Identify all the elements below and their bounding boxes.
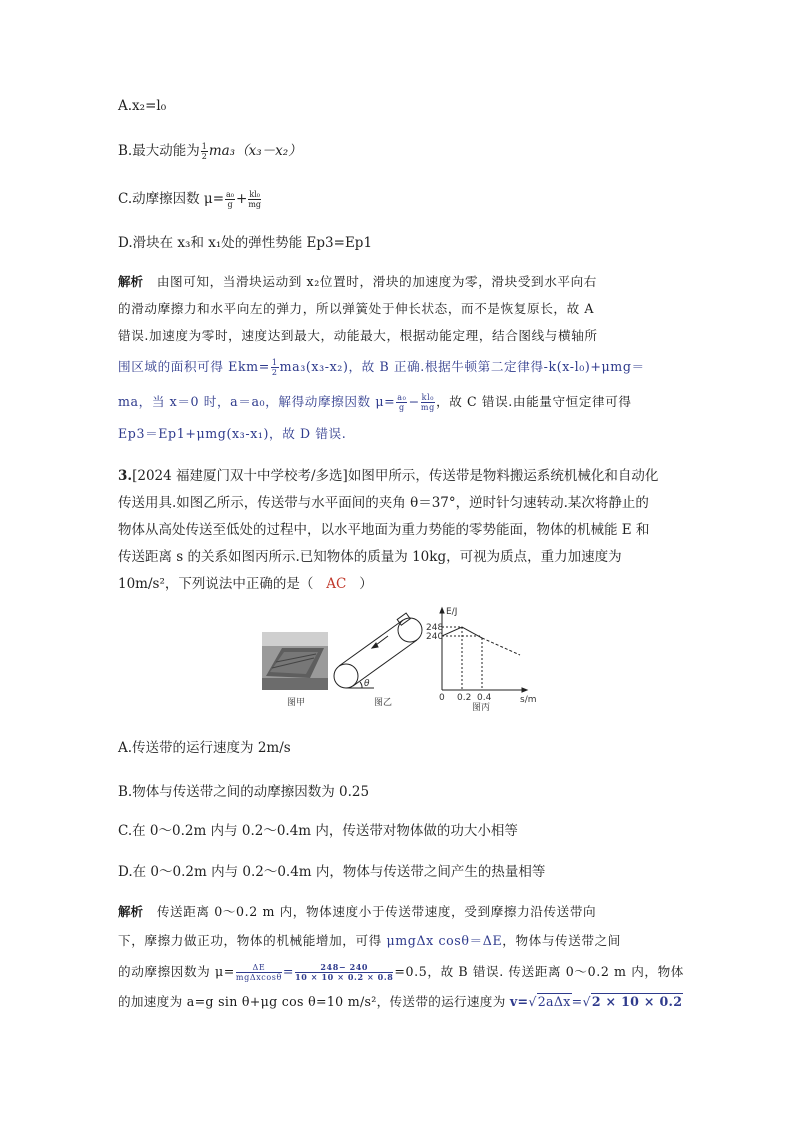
frac-num: 1 [201,142,207,151]
explanation-label: 解析 [118,904,144,919]
sqrt-symbol: √ [582,994,591,1009]
q2-option-b-prefix: B.最大动能为 [118,143,200,159]
frac-num: 1 [271,358,278,367]
frac-den: g [399,403,405,412]
explanation-label: 解析 [118,274,144,289]
friction-fraction-1 [236,963,282,982]
explanation-formula: μmgΔx cosθ＝ΔE [386,933,503,948]
q2-option-c-prefix: C.动摩擦因数 μ= [118,191,225,207]
q2-option-d: D.滑块在 x₃和 x₁处的弹性势能 Ep3=Ep1 [118,235,373,251]
frac-den: 2 [201,152,207,161]
x-tick-0: 0 [439,693,445,703]
explanation-text: 的动摩擦因数为 μ= [118,964,235,979]
explanation-text: ，物体与传送带之间 [502,933,621,948]
frac-num: a₀ [397,393,407,402]
explanation-text: 下，摩擦力做正功，物体的机械能增加，可得 [118,933,387,948]
caption-b: 图乙 [374,698,393,708]
frac-num: kl₀ [421,393,435,402]
q3-explanation-line-1 [118,903,596,921]
caption-c: 图丙 [472,703,491,713]
frac-num: kl₀ [249,190,260,199]
frac-num: 248− 240 [295,963,393,973]
stem-text: [2024 福建厦门双十中学校考/多选]如图甲所示，传送带是物料搬运系统机械化和自动化 [132,468,659,484]
velocity-symbol: v= [509,994,529,1009]
frac-den: 10 × 10 × 0.2 × 0.8 [295,972,394,982]
q3-stem-line-3: 物体从高处传送至低处的过程中，以水平地面为重力势能的零势能面，物体的机械能 E 和 [118,522,650,538]
question-number: 3. [118,468,133,484]
frac-den: 2 [271,368,278,377]
frac-den: g [227,200,233,209]
explanation-text: 传送距离 0～0.2 m 内，物体速度小于传送带速度，受到摩擦力沿传送带向 [156,904,597,919]
caption-a: 图甲 [287,698,306,708]
y-tick-248: 248 [426,623,444,633]
q3-option-b: B.物体与传送带之间的动摩擦因数为 0.25 [118,784,370,800]
y-axis-label: E/J [446,607,458,617]
frac-den: mg [248,200,262,209]
q3-stem-line-2: 传送用具.如图乙所示，传送带与水平面间的夹角 θ＝37°，逆时针匀速转动.某次将静止的 [118,495,649,511]
q2-explanation-line-2: 的滑动摩擦力和水平向左的弹力，所以弹簧处于伸长状态，而不是恢复原长，故 A [118,301,595,316]
q2-option-c-frac1 [225,190,235,209]
explanation-text: 围区域的面积可得 Ekm= [118,359,270,374]
q2-option-c-frac2 [248,190,261,209]
q2-option-b-fraction [201,142,208,161]
q3-option-d: D.在 0～0.2m 内与 0.2～0.4m 内，物体与传送带之间产生的热量相等 [118,864,546,880]
q3-figure [262,606,537,713]
frac-den: mgΔxcosθ [235,973,282,982]
sqrt-symbol: √ [528,994,537,1009]
q2-option-c [118,190,262,209]
explanation-fraction-1 [396,393,407,412]
answer-text: AC [326,576,347,592]
q3-option-c: C.在 0～0.2m 内与 0.2～0.4m 内，传送带对物体做的功大小相等 [118,823,518,839]
stem-text: ） [359,576,373,592]
frac-num: ΔE [236,963,282,973]
plus-sign: + [236,191,248,207]
q2-explanation-line-5 [118,393,632,412]
explanation-fraction [271,358,279,377]
explanation-text: ma₃(x₃-x₂)，故 B 正确.根据牛顿第二定律得-k(x-l₀)+μmg＝ [279,359,645,374]
explanation-text: 的加速度为 a=g sin θ+μg cos θ=10 m/s²，传送带的运行速度为 [118,994,510,1009]
x-tick-0-2: 0.2 [457,693,472,703]
explanation-text: ，故 C 错误.由能量守恒定律可得 [436,394,632,409]
q3-explanation-line-4 [118,993,683,1011]
y-tick-240: 240 [426,632,444,642]
q3-stem-line-1 [118,467,658,485]
frac-den: mg [420,403,435,412]
equals-sign: = [571,994,583,1009]
q2-explanation-line-6: Ep3＝Ep1+μmg(x₃-x₁)，故 D 错误. [118,426,347,441]
sqrt-content-2: 2 × 10 × 0.2 [591,994,683,1009]
q2-option-a: A.x₂=l₀ [118,98,167,114]
explanation-fraction-2 [421,393,435,412]
equals-sign: = [282,964,295,979]
explanation-text: ma，当 x＝0 时，a＝a₀，解得动摩擦因数 μ= [118,394,396,409]
x-axis-label: s/m [520,695,537,705]
minus-sign: − [408,394,420,409]
q2-explanation-line-1 [118,273,597,291]
q3-option-a: A.传送带的运行速度为 2m/s [118,740,291,756]
frac-num: a₀ [226,190,235,199]
q2-option-b-suffix: ma₃（x₃－x₂） [208,143,302,159]
q3-explanation-line-3 [118,963,684,982]
q3-stem-line-5 [118,575,373,593]
sqrt-content-1: 2aΔx [537,994,571,1009]
stem-text: 10m/s²，下列说法中正确的是（ [118,576,314,592]
x-tick-0-4: 0.4 [477,693,492,703]
photo-conveyor [262,632,328,690]
q2-explanation-line-3: 错误.加速度为零时，速度达到最大，动能最大，根据动能定理，结合图线与横轴所 [118,328,598,343]
q3-explanation-line-2 [118,932,621,950]
q2-explanation-line-4 [118,358,645,377]
theta-label: θ [364,679,370,689]
energy-graph [440,608,527,692]
q3-stem-line-4: 传送距离 s 的关系如图丙所示.已知物体的质量为 10kg，可视为质点，重力加速度为 [118,549,622,565]
conveyor-diagram [334,613,422,688]
q2-option-b [118,142,302,161]
friction-fraction-2 [295,963,393,982]
explanation-text: =0.5，故 B 错误. 传送距离 0～0.2 m 内，物体 [394,964,684,979]
explanation-text: 由图可知，当滑块运动到 x₂位置时，滑块的加速度为零，滑块受到水平向右 [156,274,597,289]
